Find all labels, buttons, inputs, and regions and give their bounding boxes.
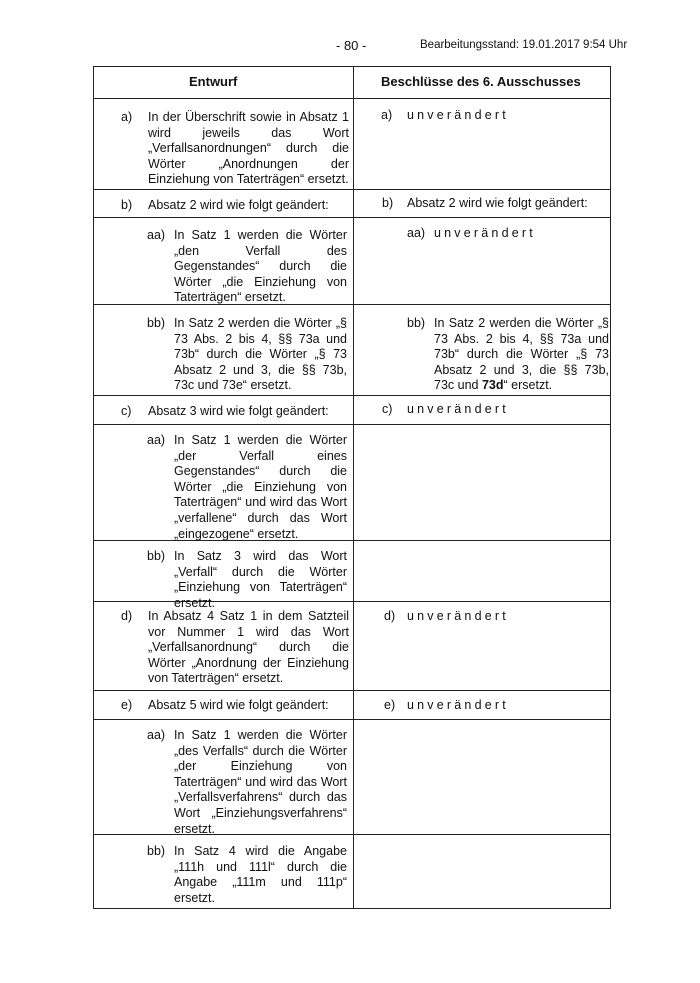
item-text: In Satz 2 werden die Wörter „§ 73 Abs. 2 bis 4, §§ 73a und 73b“ durch die Wörter „§ 73 Absatz 2 und 3, die §§ 73b, 73c und 73e“ ersetzt. [174,316,347,393]
row-divider [94,424,610,425]
changed-reference: 73d [481,378,504,393]
unchanged-text: unverändert [407,108,509,122]
comparison-table [93,66,611,909]
item-text: Absatz 2 wird wie folgt geändert: [148,198,329,212]
item-text [434,316,609,394]
item-text: In Absatz 4 Satz 1 in dem Satzteil vor Nummer 1 wird das Wort „Verfallsanordnung“ durch die Wörter „Anordnung der Einziehung von Taterträgen“ ersetzt. [148,609,349,686]
item-label: d) [384,609,396,623]
item-label: aa) [147,433,166,447]
unchanged-text: unverändert [434,226,536,240]
column-divider [353,67,354,908]
item-text: Absatz 3 wird wie folgt geändert: [148,404,329,418]
row-divider [94,690,610,691]
row-divider [94,834,610,835]
item-label: a) [121,110,133,124]
item-label: e) [121,698,133,712]
unchanged-text: unverändert [407,402,509,416]
item-text: In Satz 1 werden die Wörter „der Verfall eines Gegenstandes“ durch die Wörter „die Einziehung von Taterträgen“ und wird das Wort „verfallene“ durch das Wort „eingezogene“ ersetzt. [174,433,347,541]
row-divider [94,217,610,218]
item-text: In Satz 3 wird das Wort „Verfall“ durch die Wörter „Einziehung von Taterträgen“ ersetzt. [174,549,347,610]
row-divider [94,719,610,720]
item-label: b) [382,196,394,210]
item-label: bb) [147,844,166,858]
column-header-entwurf: Entwurf [189,74,238,89]
unchanged-text: unverändert [407,698,509,712]
item-text: In Satz 4 wird die Angabe „111h und 111l“ durch die Angabe „111m und 111p“ ersetzt. [174,844,347,905]
page-number: - 80 - [336,38,367,53]
item-label: aa) [147,228,166,242]
item-label: bb) [147,549,166,563]
item-text-part: “ ersetzt. [503,378,553,393]
item-text: In der Überschrift sowie in Absatz 1 wird jeweils das Wort „Verfallsanordnungen“ durch die Wörter „Anordnungen der Einziehung von Taterträgen“ ersetzt. [148,110,349,187]
item-label: c) [382,402,393,416]
item-label: c) [121,404,132,418]
item-text: In Satz 1 werden die Wörter „den Verfall des Gegenstandes“ durch die Wörter „die Einziehung von Taterträgen“ ersetzt. [174,228,347,305]
page-header [0,38,700,54]
row-divider [94,304,610,305]
edit-status: Bearbeitungsstand: 19.01.2017 9:54 Uhr [420,39,628,51]
item-text: In Satz 1 werden die Wörter „des Verfalls“ durch die Wörter „der Einziehung von Taterträgen“ und wird das Wort „Verfallsverfahrens“ durch das Wort „Einziehungsverfahrens“ ersetzt. [174,728,347,836]
column-header-beschluesse: Beschlüsse des 6. Ausschusses [381,74,581,89]
row-divider [94,540,610,541]
item-label: bb) [147,316,166,330]
item-label: bb) [407,316,426,330]
row-divider [94,98,610,99]
item-label: d) [121,609,133,623]
item-label: aa) [147,728,166,742]
row-divider [94,189,610,190]
item-label: b) [121,198,133,212]
row-divider [94,395,610,396]
item-text: Absatz 2 wird wie folgt geändert: [407,196,588,210]
item-label: aa) [407,226,426,240]
item-label: e) [384,698,396,712]
row-divider [94,601,610,602]
unchanged-text: unverändert [407,609,509,623]
item-text-part: In Satz 2 werden die Wörter „§ 73 Abs. 2 bis 4, §§ 73a und 73b“ durch die Wörter „§ 73 Absatz 2 und 3, die §§ 73b, 73c und [434,316,609,393]
item-label: a) [381,108,393,122]
item-text: Absatz 5 wird wie folgt geändert: [148,698,329,712]
